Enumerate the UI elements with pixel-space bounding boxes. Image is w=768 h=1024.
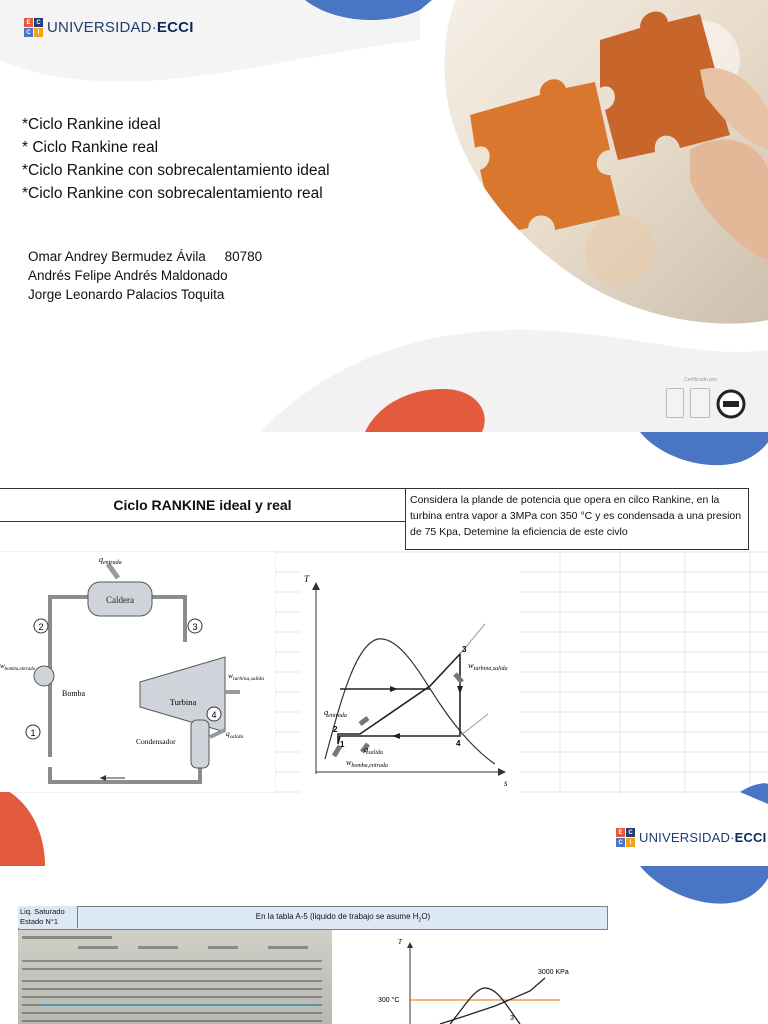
w-turbine-symbol: w	[228, 671, 234, 680]
ts-w-out-symbol: w	[468, 660, 474, 670]
ts-w-in-sub: bomba,entrada	[351, 763, 388, 769]
title-slide	[0, 0, 768, 432]
slide-title: Ciclo RANKINE ideal y real	[0, 488, 405, 522]
slide1-decoration	[0, 0, 768, 432]
w-pump-symbol: w	[0, 662, 5, 670]
ts-w-in-symbol: w	[346, 758, 352, 767]
author-name: Omar Andrey Bermudez Ávila 80780	[28, 249, 263, 264]
logo-cell: E	[24, 18, 33, 27]
logo-text	[47, 19, 194, 36]
ts-point-label: 3	[510, 1015, 514, 1022]
table-title-sub: 2	[418, 917, 422, 924]
logo-cell: C	[24, 28, 33, 37]
university-logo	[616, 828, 766, 847]
condenser-label: Condensador	[136, 737, 176, 746]
ts-diagram	[300, 564, 520, 794]
state-header-line: Estado N°1	[20, 917, 59, 926]
ecci-logo-icon	[24, 18, 43, 37]
ts-point-label: 2	[333, 725, 338, 734]
problem-statement: Considera la plande de potencia que opera en cilco Rankine, en la turbina entra vapor a 3MPa con 350 °C y es condensada a una presion de 75 Kpa, Detemine la eficiencia de este civlo	[405, 488, 749, 550]
rankine-cycle-slide	[0, 432, 768, 866]
ts-q-out-sub: salida	[368, 750, 383, 756]
state-header-line: Liq. Saturado	[20, 907, 65, 916]
q-out-sub: salida	[229, 734, 244, 740]
ts-w-out-sub: turbina,salida	[473, 666, 508, 672]
logo-cell: I	[626, 838, 635, 847]
table-title-text: En la tabla A-5 (liquido de trabajo se asume H	[255, 912, 419, 921]
ts-q-in-sub: entrada	[328, 713, 347, 719]
logo-brand: UNIVERSIDAD	[639, 830, 731, 845]
table-title-end: O)	[421, 912, 431, 921]
bullet-item: *Ciclo Rankine con sobrecalentamiento ideal	[22, 162, 330, 179]
w-turbine-sub: turbina,salida	[233, 676, 265, 682]
logo-cell: C	[616, 838, 625, 847]
author-name: Andrés Felipe Andrés Maldonado	[28, 268, 228, 283]
bullet-item: * Ciclo Rankine real	[22, 139, 159, 156]
logo-cell: C	[626, 828, 635, 837]
ts-diagram-superheated	[370, 936, 610, 1024]
saturated-liquid-slide	[0, 866, 768, 1024]
state-marker: 4	[211, 710, 217, 720]
certification-label: Certificado por:	[684, 377, 718, 383]
bullet-item: *Ciclo Rankine ideal	[22, 116, 161, 133]
q-in-symbol: q	[99, 555, 103, 564]
ts-point-label: 4	[456, 739, 461, 748]
ts-q-in-symbol: q	[324, 707, 329, 717]
certification-badge-icon	[666, 388, 684, 418]
power-plant-schematic	[0, 552, 275, 792]
t-axis-label: T	[398, 938, 402, 946]
logo-text	[639, 830, 766, 845]
logo-brand: UNIVERSIDAD	[47, 19, 152, 36]
university-logo	[24, 18, 194, 37]
state-marker: 3	[192, 622, 198, 632]
boiler-label: Caldera	[106, 595, 134, 605]
state-marker: 2	[38, 622, 44, 632]
logo-cell: C	[34, 18, 43, 27]
pump-label: Bomba	[62, 689, 86, 698]
ecci-logo-icon	[616, 828, 635, 847]
ts-point-label: 1	[340, 740, 345, 749]
logo-brand-bold: ECCI	[734, 830, 767, 845]
table-title	[80, 906, 606, 928]
pressure-label: 3000 KPa	[538, 969, 569, 976]
w-pump-sub: bomba,entrada	[4, 667, 36, 672]
logo-cell: E	[616, 828, 625, 837]
steam-table-image	[18, 930, 332, 1024]
q-out-symbol: q	[226, 729, 230, 738]
logo-dot: ·	[151, 19, 157, 36]
certification-badge-icon	[690, 388, 710, 418]
bullet-item: *Ciclo Rankine con sobrecalentamiento real	[22, 185, 323, 202]
ts-q-out-symbol: q	[364, 744, 369, 754]
logo-dot: ·	[730, 830, 735, 845]
state-header	[18, 906, 78, 928]
turbine-label: Turbina	[169, 697, 197, 707]
q-in-sub: entrada	[103, 560, 122, 566]
iqnet-seal-icon	[716, 389, 746, 419]
state-marker: 1	[30, 728, 36, 738]
logo-cell: I	[34, 28, 43, 37]
t-axis-label: T	[304, 574, 310, 584]
author-name: Jorge Leonardo Palacios Toquita	[28, 287, 225, 302]
logo-brand-bold: ECCI	[156, 19, 194, 36]
steam-table-photo	[18, 930, 332, 1024]
s-axis-label: s	[504, 778, 508, 788]
temperature-label: 300 °C	[378, 997, 400, 1004]
ts-point-label: 3	[462, 645, 467, 654]
